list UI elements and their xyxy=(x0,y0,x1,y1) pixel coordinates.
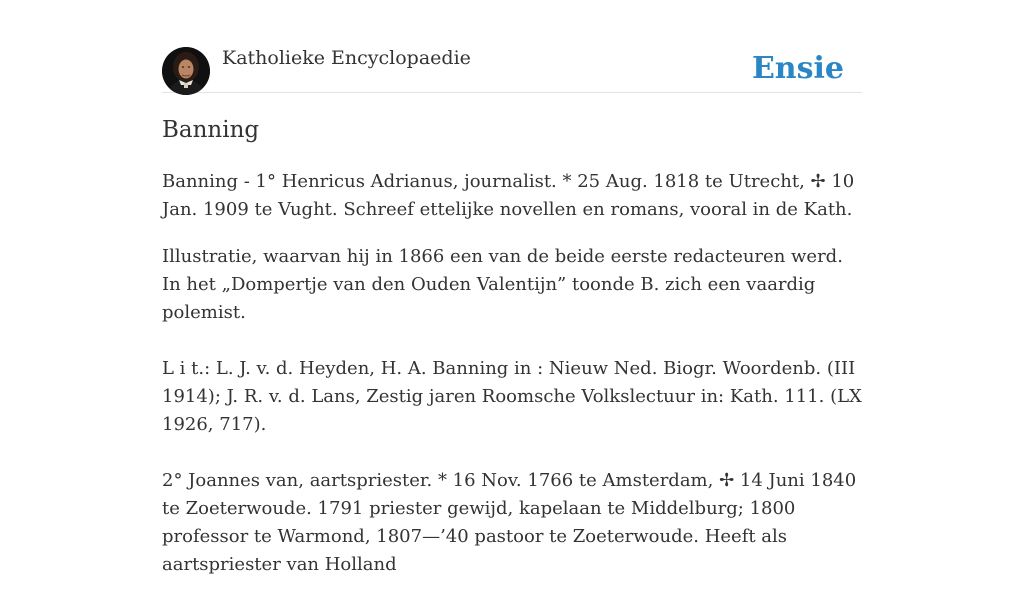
literature-paragraph: L i t.: L. J. v. d. Heyden, H. A. Banning in : Nieuw Ned. Biogr. Woordenb. (III 1914); J. R. v. d. Lans, Zestig jaren Roomsche Volkslectuur in: Kath. 111. (LX 1926, 717). xyxy=(162,358,862,435)
article-paragraph: Banning - 1° Henricus Adrianus, journalist. * 25 Aug. 1818 te Utrecht, ✢ 10 Jan. 1909 te Vught. Schreef ettelijke novellen en romans, vooral in de Kath. xyxy=(162,171,855,220)
article-title: Banning xyxy=(162,117,260,143)
ensie-logo[interactable]: Ensie xyxy=(751,51,844,86)
portrait-avatar-icon[interactable] xyxy=(162,47,210,95)
site-header xyxy=(162,46,862,93)
site-name-link[interactable]: Katholieke Encyclopaedie xyxy=(222,47,471,69)
article-page xyxy=(162,0,862,575)
article-paragraph: 2° Joannes van, aartspriester. * 16 Nov. 1766 te Amsterdam, ✢ 14 Juni 1840 te Zoeterwoude. 1791 priester gewijd, kapelaan te Middelburg; 1800 professor te Warmond, 1807—’40 pastoor te Zoeterwoude. Heeft als aartspriester van Holland xyxy=(162,470,857,575)
article-paragraph: Illustratie, waarvan hij in 1866 een van de beide eerste redacteuren werd. In het „Dompertje van den Ouden Valentijn” toonde B. zich een vaardig polemist. xyxy=(162,246,843,323)
article-body xyxy=(162,168,862,598)
